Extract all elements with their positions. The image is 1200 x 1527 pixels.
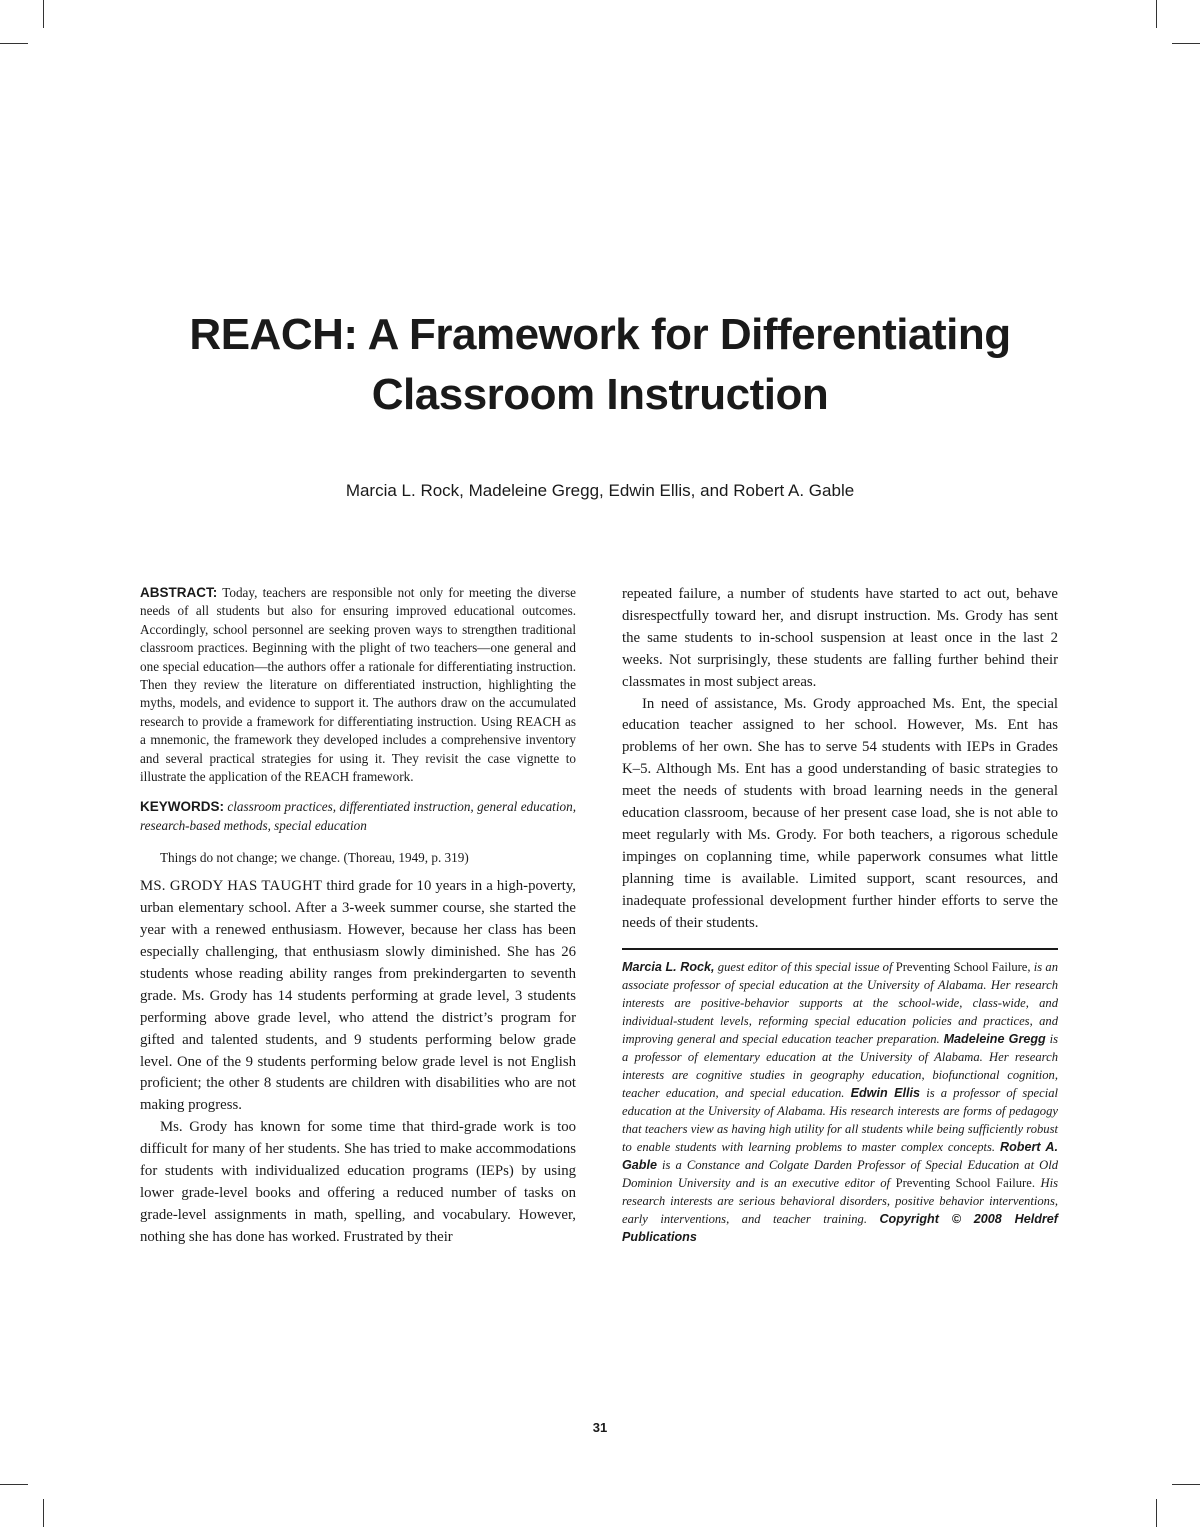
right-column: [622, 584, 1058, 1246]
abstract-label: ABSTRACT:: [140, 585, 218, 600]
crop-mark-bottom-left-v: [43, 1499, 44, 1527]
crop-mark-bottom-right-v: [1156, 1499, 1157, 1527]
abstract-text: Today, teachers are responsible not only for meeting the diverse needs of all students but also for ensuring improved educational outcomes. Accordingly, school personnel are seeking proven ways to strengthen traditional classroom practices. Beginning with the plight of two teachers—one general and one special education—the authors offer a rationale for differentiating instruction. Then they review the literature on differentiated instruction, highlighting the myths, models, and evidence to support it. The authors draw on the accumulated research to provide a framework for differentiating instruction. Using REACH as a mnemonic, the framework they developed includes a comprehensive inventory and several practical strategies for using it. They revisit the case vignette to illustrate the application of the REACH framework.: [140, 585, 576, 785]
bio-text: guest editor of this special issue of: [714, 959, 896, 974]
crop-mark-bottom-left-h: [0, 1484, 28, 1485]
body-paragraph-2: Ms. Grody has known for some time that third-grade work is too difficult for many of her students. She has tried to make accommodations for students with individualized education programs (IEPs) by using lower grade-level books and offering a reduced number of tasks on grade-level assignments in math, spelling, and vocabulary. However, nothing she has done has worked. Frustrated by their: [140, 1119, 576, 1245]
crop-mark-top-right-v: [1156, 0, 1157, 28]
bio-text: is a professor of elementary education at the University of Alabama. Her research interests are cognitive studies in geography education, biofunctional cognition, teacher education, and special education.: [622, 1031, 1058, 1100]
lead-in: MS. GRODY HAS TAUGHT: [140, 878, 323, 895]
crop-mark-bottom-right-h: [1172, 1484, 1200, 1485]
crop-mark-top-right-h: [1172, 43, 1200, 44]
bio-divider: [622, 948, 1058, 950]
body-paragraph-4: In need of assistance, Ms. Grody approached Ms. Ent, the special education teacher assigned to her school. However, Ms. Ent has problems of her own. She has to serve 54 students with IEPs in Grades K–5. Although Ms. Ent has a good understanding of basic strategies to meet the needs of students with broad learning needs in the general education classroom, because of her present case load, she is not able to meet regularly with Ms. Grody. For both teachers, a rigorous schedule impinges on coplanning time, while paperwork consumes what little planning time is available. Limited support, scant resources, and inadequate professional development further hinder efforts to serve the needs of their students.: [622, 695, 1058, 931]
bio-name-gregg: Madeleine Gregg: [943, 1031, 1046, 1046]
bio-text: is a professor of special education at the University of Alabama. His research interests are forms of pedagogy that teachers view as having high utility for all students while being sufficiently robust to enable students with learning problems to master complex concepts.: [622, 1085, 1058, 1154]
bio-name-rock: Marcia L. Rock,: [622, 959, 715, 974]
keywords-text: classroom practices, differentiated instruction, general education, research-based methods, special education: [140, 799, 576, 833]
bio-text: His research interests are serious behavioral disorders, positive behavior interventions, early interventions, and teacher training.: [622, 1176, 1058, 1227]
body-paragraph-1: [140, 876, 576, 1117]
journal-name: Preventing School Failure,: [895, 959, 1031, 974]
author-list: Marcia L. Rock, Madeleine Gregg, Edwin Ellis, and Robert A. Gable: [345, 481, 855, 500]
title-line-1: REACH: A Framework for Differentiating: [189, 310, 1011, 359]
left-column: [140, 584, 576, 1249]
bio-text: is an associate professor of special education at the University of Alabama. Her research interests are positive-behavior supports at the school-wide, class-wide, and individual-student levels, reforming special education policies and practices, and improving general and special education teacher preparation.: [622, 959, 1058, 1046]
title-line-2: Classroom Instruction: [371, 370, 829, 419]
keywords-label: KEYWORDS:: [140, 799, 224, 815]
journal-name: Preventing School Failure.: [895, 1176, 1035, 1191]
keywords: [140, 798, 576, 835]
crop-mark-top-left-h: [0, 43, 28, 44]
page-number: 31: [592, 1420, 608, 1435]
author-bios: [622, 958, 1058, 1247]
bio-name-gable: Robert A. Gable: [622, 1139, 1058, 1173]
body-paragraph-1-text: third grade for 10 years in a high-poverty, urban elementary school. After a 3-week summer course, she started the year with a renewed enthusiasm. However, because her class has been especially challenging, that enthusiasm slowly diminished. She has 26 students whose reading ability ranges from prekindergarten to seventh grade. Ms. Grody has 14 students performing at grade level, 3 students performing above grade level, who attend the district’s program for gifted and talented students, and 9 students performing below grade level. One of the 9 students performing below grade level is not English proficient; the other 8 students are children with disabilities who are not making progress.: [140, 878, 577, 1114]
epigraph: Things do not change; we change. (Thoreau, 1949, p. 319): [160, 850, 469, 866]
copyright-notice: Copyright © 2008 Heldref Publications: [622, 1212, 1058, 1245]
bio-text: is a Constance and Colgate Darden Professor of Special Education at Old Dominion University and is an executive editor of: [622, 1158, 1058, 1191]
crop-mark-top-left-v: [43, 0, 44, 28]
body-paragraph-3: repeated failure, a number of students have started to act out, behave disrespectfully toward her, and disrupt instruction. Ms. Grody has sent the same students to in-school suspension at least once in the last 2 weeks. Not surprisingly, these students are falling further behind their classmates in most subject areas.: [622, 586, 1058, 690]
article-title: [100, 305, 1100, 425]
bio-name-ellis: Edwin Ellis: [850, 1085, 921, 1100]
abstract: [140, 584, 576, 786]
